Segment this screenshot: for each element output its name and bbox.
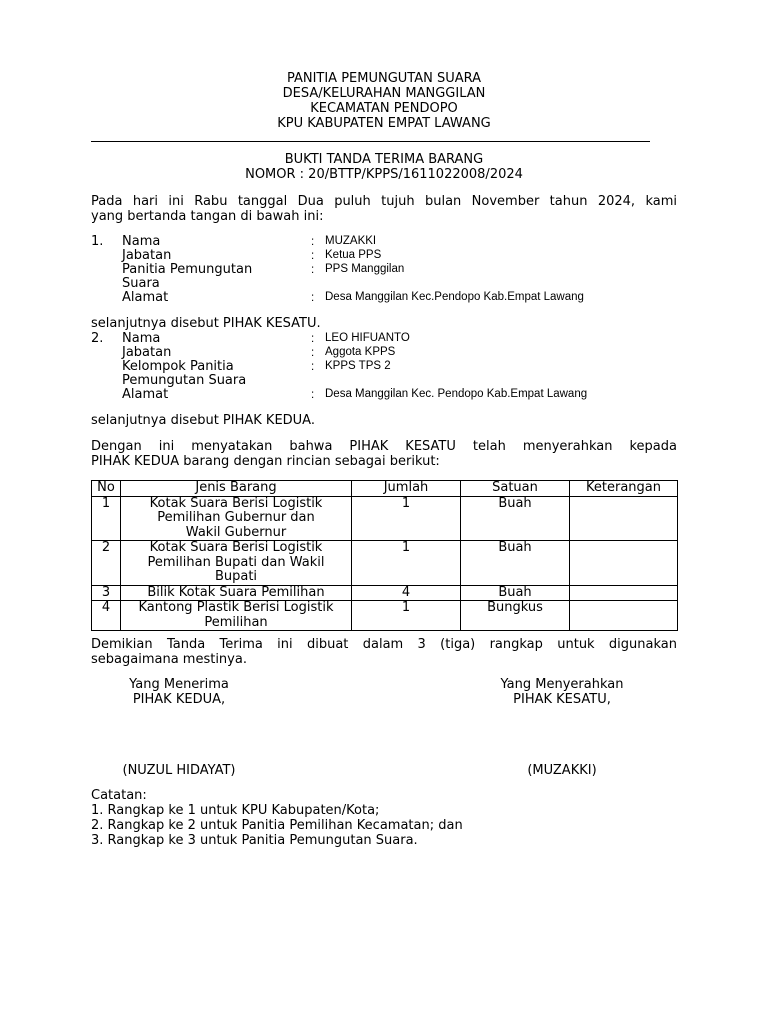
receiver-name: (NUZUL HIDAYAT) [122,763,236,778]
party1-committee-label-1: Panitia Pemungutan [122,262,253,277]
header-line-3: KECAMATAN PENDOPO [310,101,458,116]
statement-line-2: PIHAK KEDUA barang dengan rincian sebagai berikut: [91,454,440,469]
header-quantity: Jumlah [352,481,461,497]
party1-address-value: Desa Manggilan Kec.Pendopo Kab.Empat Lawang [325,291,584,303]
party1-name-label: Nama [122,234,161,249]
party2-position-colon: : [311,347,315,359]
cell-unit: Bungkus [461,601,570,631]
table-row [92,496,678,541]
header-unit: Satuan [461,481,570,497]
party2-group-label-2: Pemungutan Suara [122,373,247,388]
header-no: No [92,481,121,497]
table-row [92,585,678,601]
party1-position-value: Ketua PPS [325,249,382,261]
intro-line-2: yang bertanda tangan di bawah ini: [91,209,324,224]
notes-title: Catatan: [91,788,147,803]
cell-item-line: Pemilihan Gubernur dan [157,510,315,525]
giver-name: (MUZAKKI) [527,763,597,778]
cell-no: 3 [92,585,121,601]
receiver-party: PIHAK KEDUA, [132,692,226,707]
cell-item-line: Wakil Gubernur [185,524,287,540]
header-remarks: Keterangan [570,481,678,497]
cell-item-line: Bupati [214,569,258,584]
party2-name-colon: : [311,333,315,345]
party1-name-colon: : [311,236,315,248]
cell-item-line: Pemilihan Bupati dan Wakil [147,554,325,570]
cell-item [121,585,352,601]
party2-position-value: Aggota KPPS [325,346,396,358]
party1-designation: selanjutnya disebut PIHAK KESATU. [91,316,321,331]
cell-remarks [570,541,678,586]
cell-item [121,541,352,586]
party2-name-label: Nama [122,331,161,346]
party1-address-colon: : [311,292,315,304]
intro-line-1: Pada hari ini Rabu tanggal Dua puluh tujuh bulan November tahun 2024, kami [91,194,677,209]
receiver-role: Yang Menerima [129,677,229,692]
party2-address-value: Desa Manggilan Kec. Pendopo Kab.Empat Lawang [325,388,588,400]
cell-quantity: 1 [352,496,461,541]
party1-position-colon: : [311,250,315,262]
party1-number: 1. [91,234,104,249]
party1-position-label: Jabatan [122,248,172,263]
header-divider [91,141,650,142]
party2-name-value: LEO HIFUANTO [325,332,410,344]
cell-remarks [570,601,678,631]
cell-item-line: Pemilihan [204,614,268,630]
cell-quantity: 1 [352,541,461,586]
giver-party: PIHAK KESATU, [513,692,611,707]
party2-group-label-1: Kelompok Panitia [122,359,234,374]
cell-no: 2 [92,541,121,586]
party2-group-value: KPPS TPS 2 [325,360,391,372]
cell-unit: Buah [461,496,570,541]
cell-item [121,496,352,541]
party1-address-label: Alamat [122,290,169,305]
party2-address-colon: : [311,389,315,401]
cell-quantity: 1 [352,601,461,631]
cell-item [121,601,352,631]
statement-line-1: Dengan ini menyatakan bahwa PIHAK KESATU telah menyerahkan kepada [91,439,677,454]
cell-no: 1 [92,496,121,541]
party1-committee-label-2: Suara [122,276,160,291]
table-header-row [92,481,678,497]
party2-group-colon: : [311,361,315,373]
document-number: NOMOR : 20/BTTP/KPPS/1611022008/2024 [245,167,523,182]
note-item: 3. Rangkap ke 3 untuk Panitia Pemungutan Suara. [91,833,418,848]
cell-item-line: Kotak Suara Berisi Logistik [149,540,323,555]
document-title: BUKTI TANDA TERIMA BARANG [284,152,484,167]
table-row [92,601,678,631]
giver-role: Yang Menyerahkan [500,677,624,692]
party1-committee-value: PPS Manggilan [325,263,405,275]
cell-unit: Buah [461,541,570,586]
closing-line-1: Demikian Tanda Terima ini dibuat dalam 3 (tiga) rangkap untuk digunakan [91,637,677,652]
cell-item-line: Kantong Plastik Berisi Logistik [138,600,334,615]
party2-address-label: Alamat [122,387,169,402]
items-table [91,480,678,631]
cell-no: 4 [92,601,121,631]
note-item: 1. Rangkap ke 1 untuk KPU Kabupaten/Kota; [91,803,380,818]
header-line-1: PANITIA PEMUNGUTAN SUARA [286,71,482,86]
party2-number: 2. [91,331,104,346]
cell-quantity: 4 [352,585,461,601]
party1-name-value: MUZAKKI [325,235,377,247]
cell-unit: Buah [461,585,570,601]
header-item: Jenis Barang [121,481,352,497]
party2-position-label: Jabatan [122,345,172,360]
party1-committee-colon: : [311,264,315,276]
cell-item-line: Kotak Suara Berisi Logistik [149,495,323,511]
header-line-2: DESA/KELURAHAN MANGGILAN [282,86,486,101]
table-row [92,541,678,586]
closing-line-2: sebagaimana mestinya. [91,652,247,667]
header-line-4: KPU KABUPATEN EMPAT LAWANG [277,116,491,131]
cell-remarks [570,496,678,541]
note-item: 2. Rangkap ke 2 untuk Panitia Pemilihan Kecamatan; dan [91,818,463,833]
cell-remarks [570,585,678,601]
cell-item-line: Bilik Kotak Suara Pemilihan [147,584,325,600]
party2-designation: selanjutnya disebut PIHAK KEDUA. [91,413,315,428]
